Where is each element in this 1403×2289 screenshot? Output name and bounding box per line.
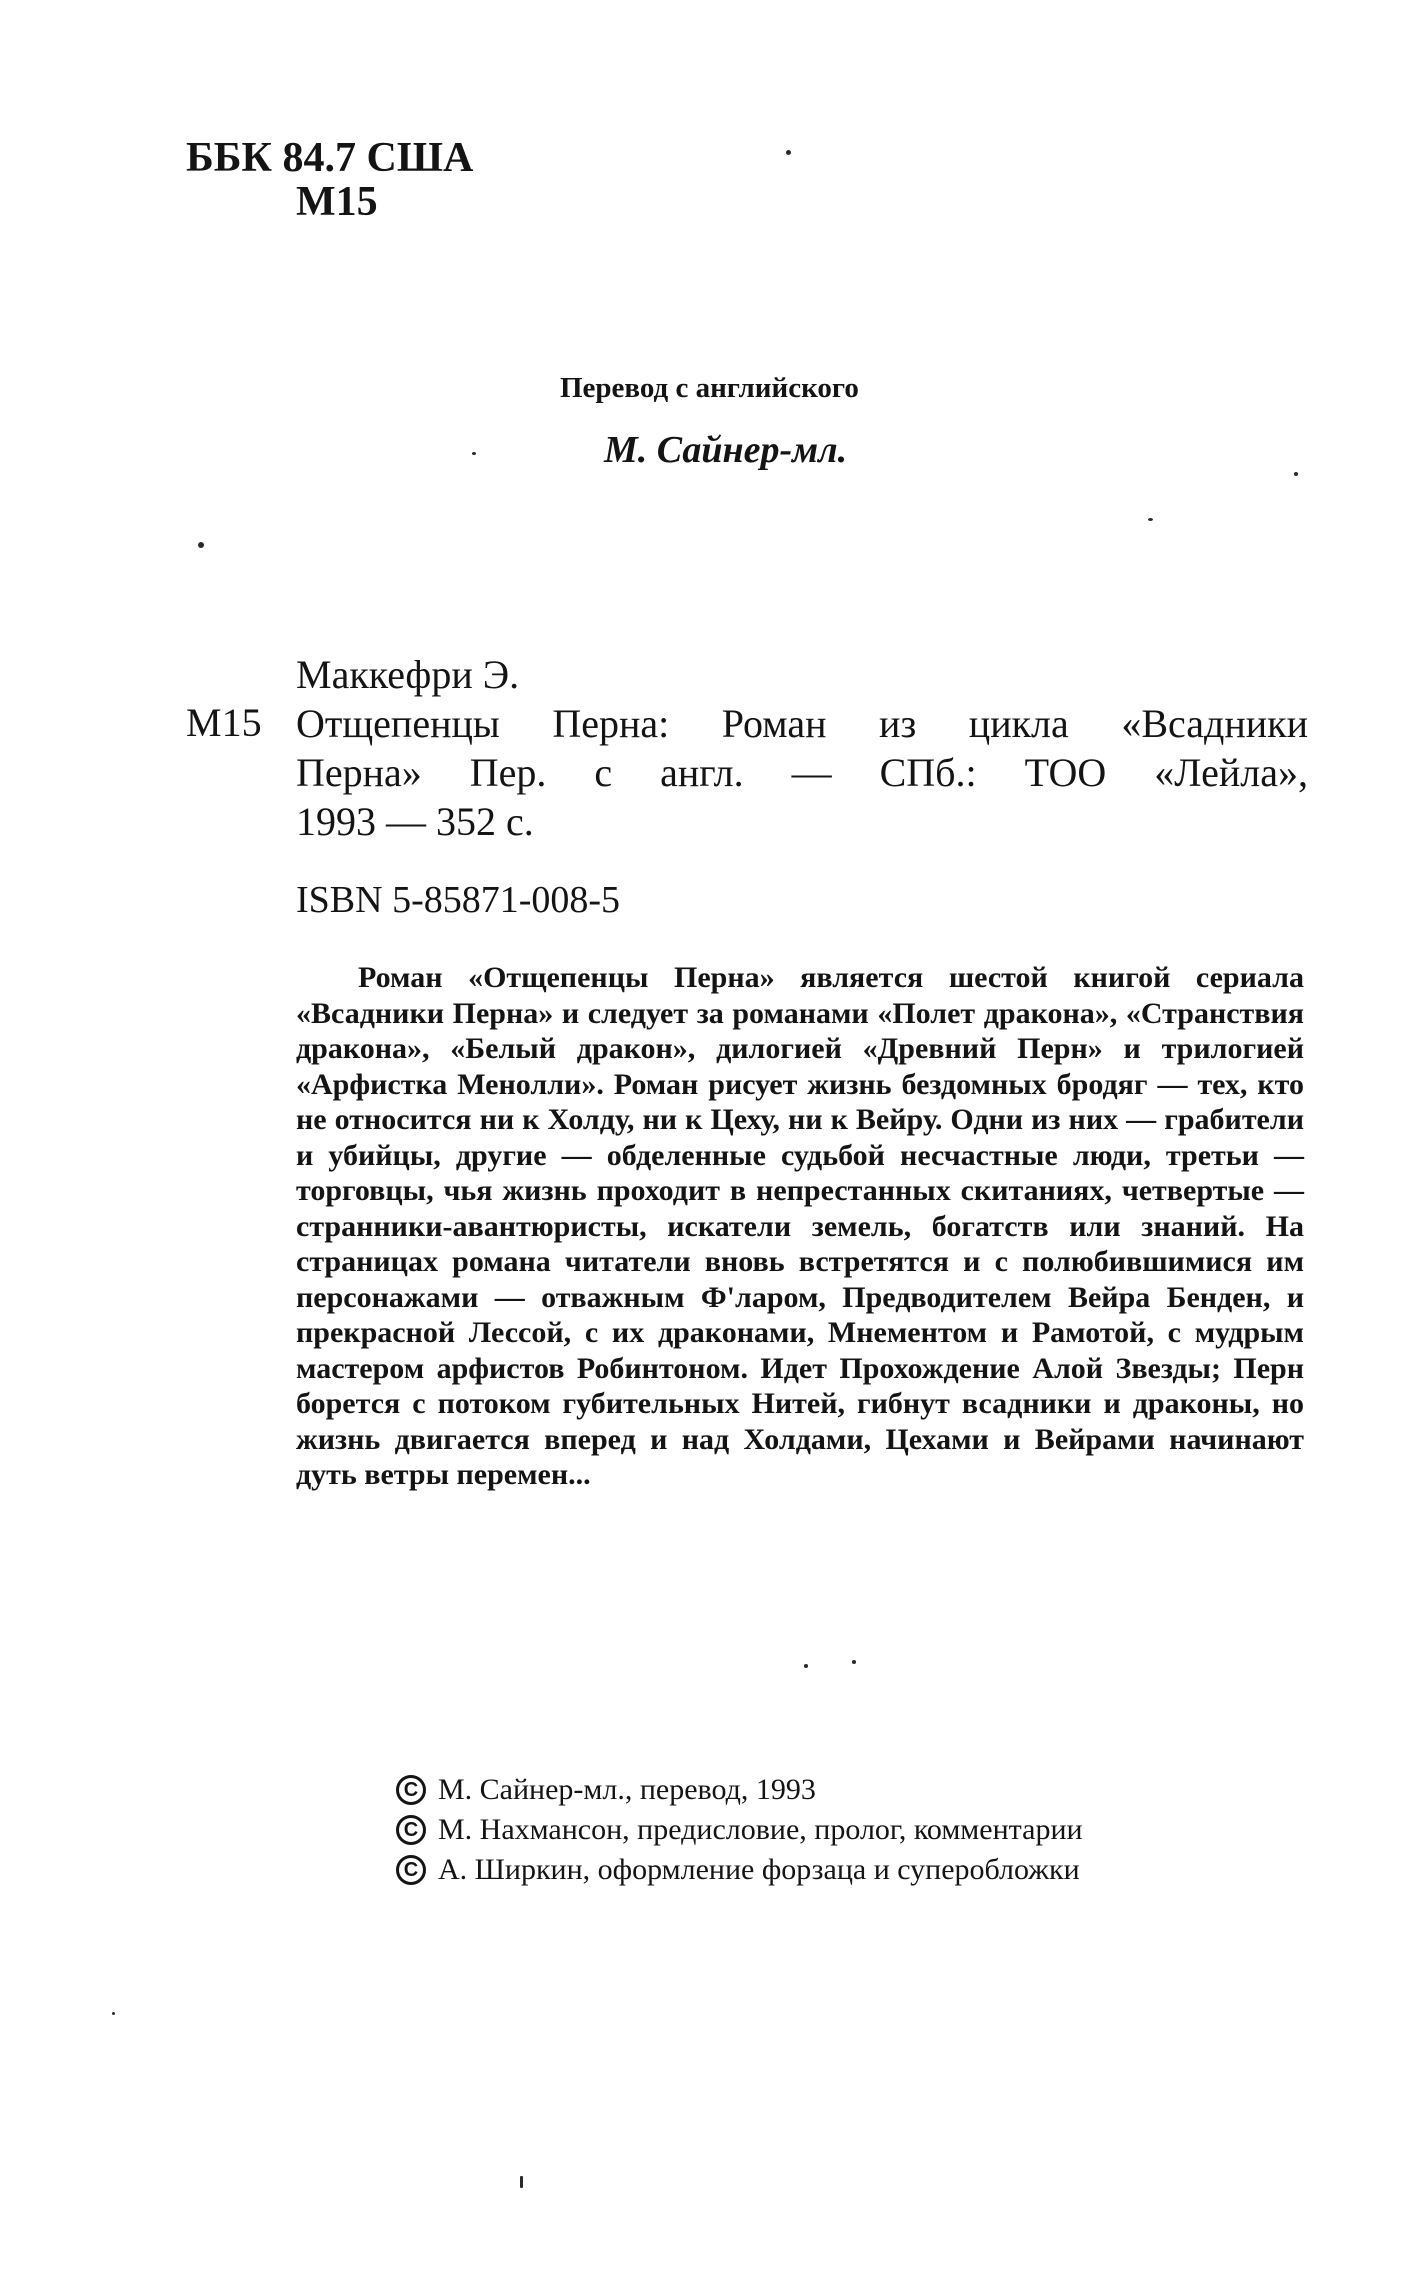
catalog-author: Маккефри Э. xyxy=(296,652,520,697)
copyright-text: А. Ширкин, оформление форзаца и суперобложки xyxy=(438,1853,1080,1886)
copyright-icon: C xyxy=(396,1775,426,1805)
scan-speck xyxy=(472,452,476,455)
scan-speck xyxy=(520,2176,523,2188)
scan-speck xyxy=(112,2012,115,2015)
copyright-icon: C xyxy=(396,1855,426,1885)
catalog-title-line-2: Перна» Пер. с англ. — СПб.: ТОО «Лейла», xyxy=(296,750,1308,795)
copyright-block xyxy=(396,1770,1296,1890)
translation-label: Перевод с английского xyxy=(560,372,859,404)
scan-speck xyxy=(1294,472,1298,476)
copyright-line xyxy=(396,1810,1296,1850)
catalog-entry xyxy=(296,650,1308,846)
isbn: ISBN 5-85871-008-5 xyxy=(296,879,621,921)
scan-speck xyxy=(804,1664,808,1668)
scan-speck xyxy=(786,150,791,155)
copyright-line xyxy=(396,1770,1296,1810)
translator-name: М. Сайнер-мл. xyxy=(604,429,848,471)
catalog-year-pages: 1993 — 352 с. xyxy=(296,799,534,844)
scan-speck xyxy=(198,542,204,548)
scan-speck xyxy=(1148,518,1153,521)
catalog-code: М15 xyxy=(186,700,262,745)
author-mark: М15 xyxy=(296,179,378,225)
copyright-text: М. Нахмансон, предисловие, пролог, комментарии xyxy=(438,1813,1083,1846)
scan-speck xyxy=(852,1660,856,1664)
annotation-paragraph: Роман «Отщепенцы Перна» является шестой книгой сериала «Всадники Перна» и следует за романами «Полет дракона», «Странствия дракона», «Белый дракон», дилогией «Древний Перн» и трилогией «Арфистка Менолли». Роман рисует жизнь бездомных бродяг — тех, кто не относится ни к Холду, ни к Цеху, ни к Вейру. Одни из них — грабители и убийцы, другие — обделенные судьбой несчастные люди, третьи — торговцы, чья жизнь проходит в непрестанных скитаниях, четвертые — странники-авантюристы, искатели земель, богатств или знаний. На страницах романа читатели вновь встретятся и с полюбившимися им персонажами — отважным Ф'ларом, Предводителем Вейра Бенден, и прекрасной Лессой, с их драконами, Мнементом и Рамотой, с мудрым мастером арфистов Робинтоном. Идет Прохождение Алой Звезды; Перн борется с потоком губительных Нитей, гибнут всадники и драконы, но жизнь двигается вперед и над Холдами, Цехами и Вейрами начинают дуть ветры перемен... xyxy=(296,961,1304,1491)
catalog-title-line-1: Отщепенцы Перна: Роман из цикла «Всадники xyxy=(296,701,1308,746)
copyright-line xyxy=(396,1850,1296,1890)
copyright-text: М. Сайнер-мл., перевод, 1993 xyxy=(438,1773,816,1806)
bbk-classification: ББК 84.7 США xyxy=(186,135,474,181)
copyright-icon: C xyxy=(396,1815,426,1845)
